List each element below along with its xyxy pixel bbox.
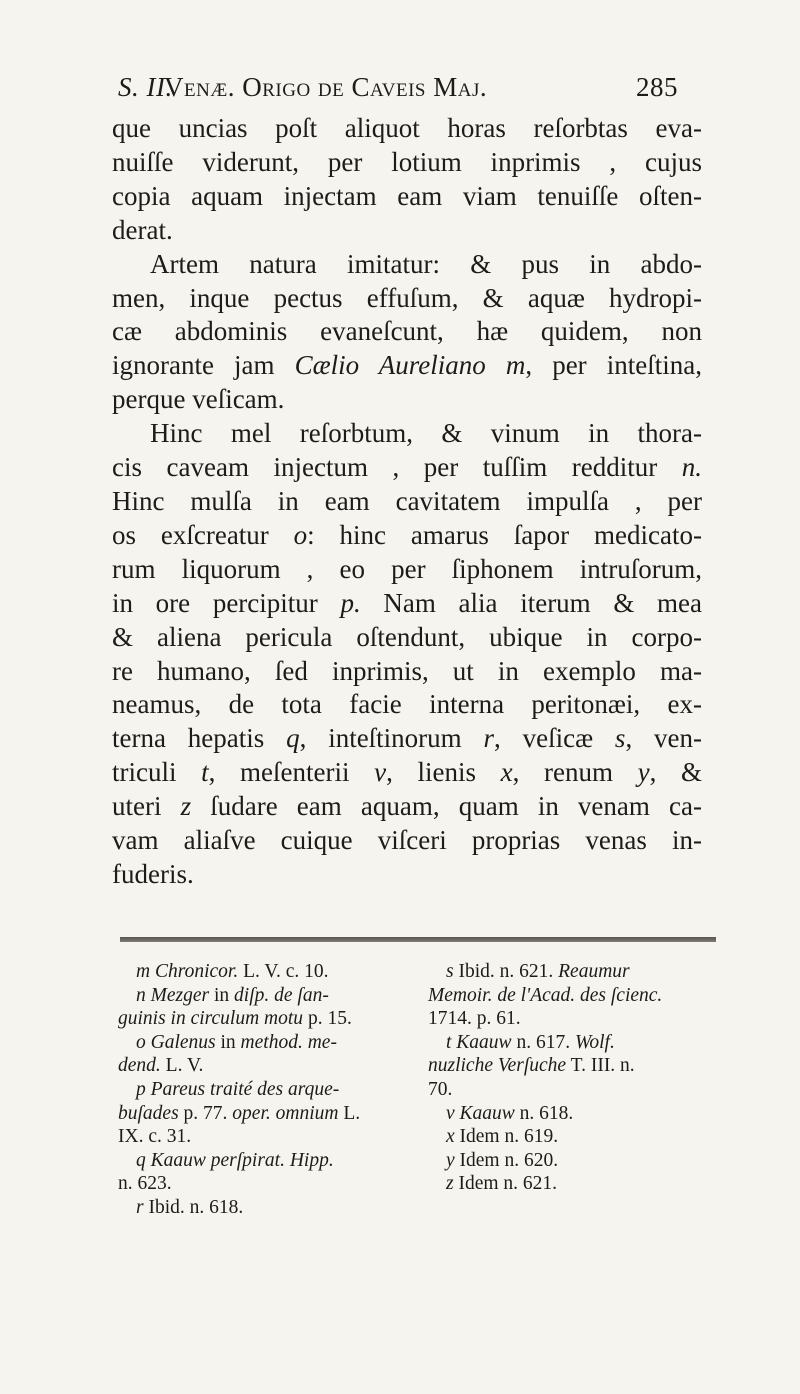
paragraph-3 <box>112 417 702 892</box>
main-text <box>112 112 702 892</box>
footnote-ref: z <box>180 791 192 822</box>
footnote-p: p Pareus traité des arque- buſades p. 77. oper. omnium L. IX. c. 31. <box>118 1078 361 1148</box>
footnote-ref: x <box>500 757 513 788</box>
text-line: cis caveam injectum , per tuſſim redditur n. <box>112 452 702 483</box>
footnotes-right-column <box>428 960 710 1196</box>
footnote-ref: q <box>286 723 300 754</box>
footnote-ref: t <box>201 757 209 788</box>
footnote-ref: p. <box>340 587 361 618</box>
footnote-z: z Idem n. 621. <box>446 1173 558 1195</box>
text-line: re humano, ſed inprimis, ut in exemplo ma- <box>112 655 702 686</box>
text-line: Hinc mulſa in eam cavitatem impulſa , per <box>112 485 702 516</box>
author-citation: Cælio Aureliano m <box>294 350 526 381</box>
paragraph-1 <box>112 112 702 248</box>
section-number: S. II. <box>118 72 173 102</box>
text-line: Hinc mel reſorbtum, & vinum in thora- <box>150 418 702 449</box>
text-line: ignorante jam Cælio Aureliano m, per inteſtina, <box>112 350 702 381</box>
footnote-rule <box>120 937 716 942</box>
footnote-t: t Kaauw n. 617. Wolf. nuzliche Verſuche T. III. n. 70. <box>428 1031 635 1100</box>
text-line: neamus, de tota facie interna peritonæi, ex- <box>112 689 702 720</box>
text-line: fuderis. <box>112 858 194 889</box>
running-header <box>118 72 678 112</box>
text-line: rum liquorum , eo per ſiphonem intruſorum, <box>112 553 702 584</box>
footnote-y: y Idem n. 620. <box>446 1149 559 1171</box>
footnote-r: r Ibid. n. 618. <box>136 1196 244 1218</box>
footnote-x: x Idem n. 619. <box>446 1126 559 1148</box>
footnote-o: o Galenus in method. me- dend. L. V. <box>118 1031 337 1077</box>
text-line: copia aquam injectam eam viam tenuiſſe oſten- <box>112 180 702 211</box>
footnote-ref: o <box>293 519 308 550</box>
text-line: triculi t, meſenterii v, lienis x, renum y, & <box>112 757 702 788</box>
text-line: derat. <box>112 214 173 245</box>
footnote-q: q Kaauw perſpirat. Hipp. n. 623. <box>118 1149 334 1195</box>
text-line: os exſcreatur o: hinc amarus ſapor medicato- <box>112 519 702 550</box>
text-line: nuiſſe viderunt, per lotium inprimis , cujus <box>112 146 702 177</box>
text-line: terna hepatis q, inteſtinorum r, veſicæ s, ven- <box>112 723 702 754</box>
footnote-ref: n. <box>681 452 702 483</box>
text-line: vam aliaſve cuique viſceri proprias venas in- <box>112 825 702 856</box>
footnote-m: m Chronicor. L. V. c. 10. <box>136 961 329 982</box>
text-line: & aliena pericula oſtendunt, ubique in corpo- <box>112 621 702 652</box>
footnote-ref: y <box>637 757 650 788</box>
paragraph-2 <box>112 248 702 418</box>
page-number: 285 <box>636 72 678 102</box>
text-line: in ore percipitur p. Nam alia iterum & mea <box>112 587 703 618</box>
text-line: Artem natura imitatur: & pus in abdo- <box>150 248 702 279</box>
running-title: Venæ. Origo de Caveis Maj. <box>164 72 488 102</box>
footnotes-left-column <box>118 960 414 1220</box>
footnote-s: s Ibid. n. 621. Reaumur Memoir. de l'Acad. des ſcienc. 1714. p. 61. <box>428 961 663 1030</box>
text-line: cæ abdominis evaneſcunt, hæ quidem, non <box>112 316 702 347</box>
footnote-n: n Mezger in diſp. de ſan- guinis in circulum motu p. 15. <box>118 984 352 1030</box>
footnote-ref: s <box>614 723 626 754</box>
text-line: men, inque pectus effuſum, & aquæ hydropi- <box>112 282 702 313</box>
text-line: uteri z ſudare eam aquam, quam in venam ca- <box>112 791 702 822</box>
text-line: perque veſicam. <box>112 384 285 415</box>
footnote-ref: r <box>483 723 495 754</box>
footnote-ref: v <box>374 757 387 788</box>
footnote-v: v Kaauw n. 618. <box>446 1102 574 1124</box>
text-line: que uncias poſt aliquot horas reſorbtas eva- <box>112 113 702 143</box>
